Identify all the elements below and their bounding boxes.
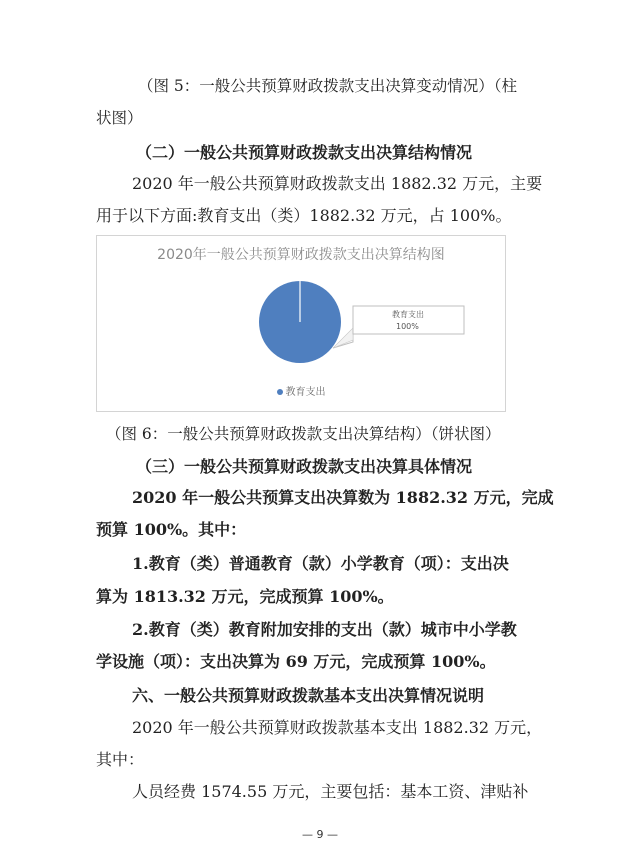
legend-marker [277, 389, 283, 395]
item-1-line1: 1.教育（类）普通教育（款）小学教育（项）：支出决 [132, 554, 509, 573]
pie-chart [96, 235, 506, 412]
section-3-paragraph-line1: 2020 年一般公共预算支出决算数为 1882.32 万元，完成 [132, 488, 554, 507]
section-3-paragraph-line2: 预算 100%。其中： [96, 520, 247, 539]
section-6-heading: 六、一般公共预算财政拨款基本支出决算情况说明 [132, 686, 485, 705]
page-number: — 9 — [302, 828, 338, 841]
section-6-paragraph-line2: 其中： [96, 750, 145, 769]
item-1-line2: 算为 1813.32 万元，完成预算 100%。 [96, 587, 394, 606]
legend-label: 教育支出 [285, 387, 326, 398]
data-label-percent: 100% [396, 322, 419, 331]
fig5-caption-line1: （图 5：一般公共预算财政拨款支出决算变动情况）（柱 [138, 77, 518, 95]
section-6-paragraph-line1: 2020 年一般公共预算财政拨款基本支出 1882.32 万元， [132, 718, 543, 737]
section-2-heading: （二）一般公共预算财政拨款支出决算结构情况 [136, 143, 473, 162]
section-3-heading: （三）一般公共预算财政拨款支出决算具体情况 [136, 457, 473, 476]
section-6-paragraph-line3: 人员经费 1574.55 万元，主要包括：基本工资、津贴补 [132, 782, 529, 801]
data-label-category: 教育支出 [392, 310, 424, 319]
fig6-caption: （图 6：一般公共预算财政拨款支出决算结构）（饼状图） [106, 425, 501, 443]
item-2-line1: 2.教育（类）教育附加安排的支出（款）城市中小学教 [132, 620, 517, 639]
chart-legend [97, 383, 505, 398]
section-2-paragraph-line1: 2020 年一般公共预算财政拨款支出 1882.32 万元，主要 [132, 174, 543, 193]
section-2-paragraph-line2: 用于以下方面:教育支出（类）1882.32 万元，占 100%。 [96, 206, 512, 225]
chart-title: 2020年一般公共预算财政拨款支出决算结构图 [157, 247, 445, 263]
item-2-line2: 学设施（项）：支出决算为 69 万元，完成预算 100%。 [96, 652, 496, 671]
fig5-caption-line2: 状图） [96, 109, 143, 127]
